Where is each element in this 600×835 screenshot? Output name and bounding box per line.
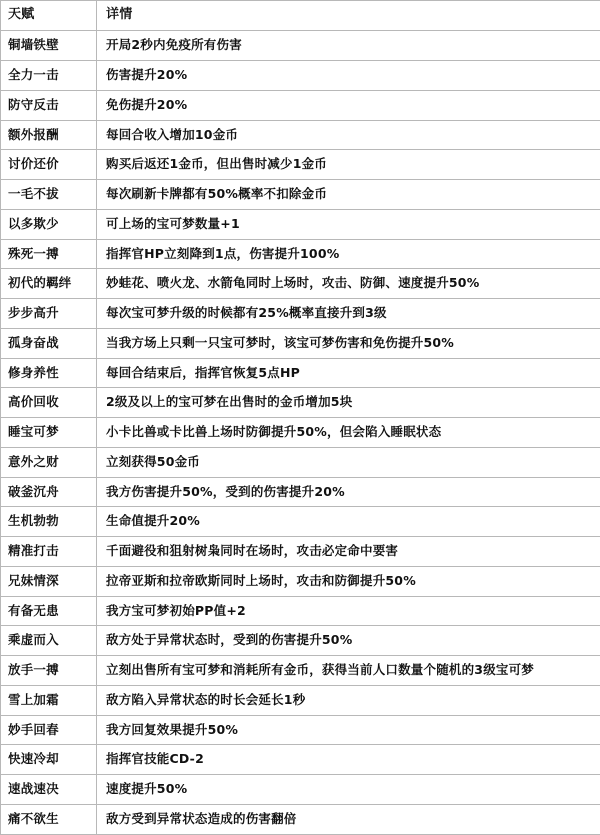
talent-name-cell: 破釜沉舟	[1, 477, 97, 507]
talent-detail-cell: 可上场的宝可梦数量+1	[97, 209, 600, 239]
table-row	[1, 775, 600, 805]
talent-name-cell: 殊死一搏	[1, 239, 97, 269]
table-row	[1, 596, 600, 626]
table-row	[1, 626, 600, 656]
talent-detail-cell: 立刻出售所有宝可梦和消耗所有金币，获得当前人口数量个随机的3级宝可梦	[97, 656, 600, 686]
talent-name-cell: 铜墙铁壁	[1, 31, 97, 61]
table-row	[1, 90, 600, 120]
talent-detail-cell: 妙蛙花、喷火龙、水箭龟同时上场时，攻击、防御、速度提升50%	[97, 269, 600, 299]
table-body	[1, 31, 600, 834]
table-row	[1, 328, 600, 358]
table-row	[1, 299, 600, 329]
table-row	[1, 745, 600, 775]
talent-name-cell: 放手一搏	[1, 656, 97, 686]
talent-name-cell: 讨价还价	[1, 150, 97, 180]
column-header-talent: 天赋	[1, 1, 97, 31]
table-row	[1, 269, 600, 299]
talent-detail-cell: 敌方陷入异常状态的时长会延长1秒	[97, 685, 600, 715]
talent-name-cell: 速战速决	[1, 775, 97, 805]
talent-name-cell: 一毛不拔	[1, 180, 97, 210]
talent-name-cell: 生机勃勃	[1, 507, 97, 537]
table-row	[1, 180, 600, 210]
talent-name-cell: 快速冷却	[1, 745, 97, 775]
talent-name-cell: 以多欺少	[1, 209, 97, 239]
talent-detail-cell: 免伤提升20%	[97, 90, 600, 120]
talent-detail-cell: 2级及以上的宝可梦在出售时的金币增加5块	[97, 388, 600, 418]
talent-name-cell: 雪上加霜	[1, 685, 97, 715]
talent-detail-cell: 我方回复效果提升50%	[97, 715, 600, 745]
talent-name-cell: 乘虚而入	[1, 626, 97, 656]
column-header-detail: 详情	[97, 1, 600, 31]
talent-detail-cell: 指挥官技能CD-2	[97, 745, 600, 775]
table-header	[1, 1, 600, 31]
talent-detail-cell: 千面避役和狙射树枭同时在场时，攻击必定命中要害	[97, 537, 600, 567]
talent-name-cell: 妙手回春	[1, 715, 97, 745]
talent-detail-cell: 拉帝亚斯和拉帝欧斯同时上场时，攻击和防御提升50%	[97, 566, 600, 596]
table-row	[1, 31, 600, 61]
talent-detail-cell: 我方伤害提升50%，受到的伤害提升20%	[97, 477, 600, 507]
table-header-row	[1, 1, 600, 31]
talent-name-cell: 高价回收	[1, 388, 97, 418]
talent-name-cell: 意外之财	[1, 447, 97, 477]
talent-detail-cell: 小卡比兽或卡比兽上场时防御提升50%，但会陷入睡眠状态	[97, 418, 600, 448]
table-row	[1, 804, 600, 834]
talent-name-cell: 睡宝可梦	[1, 418, 97, 448]
talent-detail-cell: 每回合收入增加10金币	[97, 120, 600, 150]
talent-name-cell: 孤身奋战	[1, 328, 97, 358]
talent-detail-cell: 我方宝可梦初始PP值+2	[97, 596, 600, 626]
table-row	[1, 239, 600, 269]
table-row	[1, 150, 600, 180]
table-row	[1, 120, 600, 150]
talent-detail-cell: 敌方受到异常状态造成的伤害翻倍	[97, 804, 600, 834]
table-row	[1, 537, 600, 567]
talent-detail-cell: 伤害提升20%	[97, 61, 600, 91]
talent-detail-cell: 指挥官HP立刻降到1点，伤害提升100%	[97, 239, 600, 269]
table-row	[1, 388, 600, 418]
talent-detail-cell: 购买后返还1金币，但出售时减少1金币	[97, 150, 600, 180]
table-row	[1, 685, 600, 715]
talent-detail-cell: 每回合结束后，指挥官恢复5点HP	[97, 358, 600, 388]
table-row	[1, 447, 600, 477]
talent-name-cell: 初代的羁绊	[1, 269, 97, 299]
table-row	[1, 656, 600, 686]
talent-name-cell: 步步高升	[1, 299, 97, 329]
talent-detail-cell: 开局2秒内免疫所有伤害	[97, 31, 600, 61]
table-row	[1, 418, 600, 448]
table-row	[1, 209, 600, 239]
talent-name-cell: 有备无患	[1, 596, 97, 626]
table-row	[1, 507, 600, 537]
talent-name-cell: 精准打击	[1, 537, 97, 567]
talent-detail-cell: 速度提升50%	[97, 775, 600, 805]
talent-detail-cell: 生命值提升20%	[97, 507, 600, 537]
talent-detail-cell: 敌方处于异常状态时，受到的伤害提升50%	[97, 626, 600, 656]
talent-detail-cell: 当我方场上只剩一只宝可梦时，该宝可梦伤害和免伤提升50%	[97, 328, 600, 358]
table-row	[1, 715, 600, 745]
talent-name-cell: 修身养性	[1, 358, 97, 388]
table-row	[1, 566, 600, 596]
talent-name-cell: 额外报酬	[1, 120, 97, 150]
table-row	[1, 358, 600, 388]
table-row	[1, 61, 600, 91]
table-row	[1, 477, 600, 507]
talent-name-cell: 全力一击	[1, 61, 97, 91]
talent-detail-cell: 每次宝可梦升级的时候都有25%概率直接升到3级	[97, 299, 600, 329]
talent-name-cell: 兄妹情深	[1, 566, 97, 596]
talent-name-cell: 防守反击	[1, 90, 97, 120]
talent-detail-cell: 每次刷新卡牌都有50%概率不扣除金币	[97, 180, 600, 210]
talent-name-cell: 痛不欲生	[1, 804, 97, 834]
talent-detail-cell: 立刻获得50金币	[97, 447, 600, 477]
